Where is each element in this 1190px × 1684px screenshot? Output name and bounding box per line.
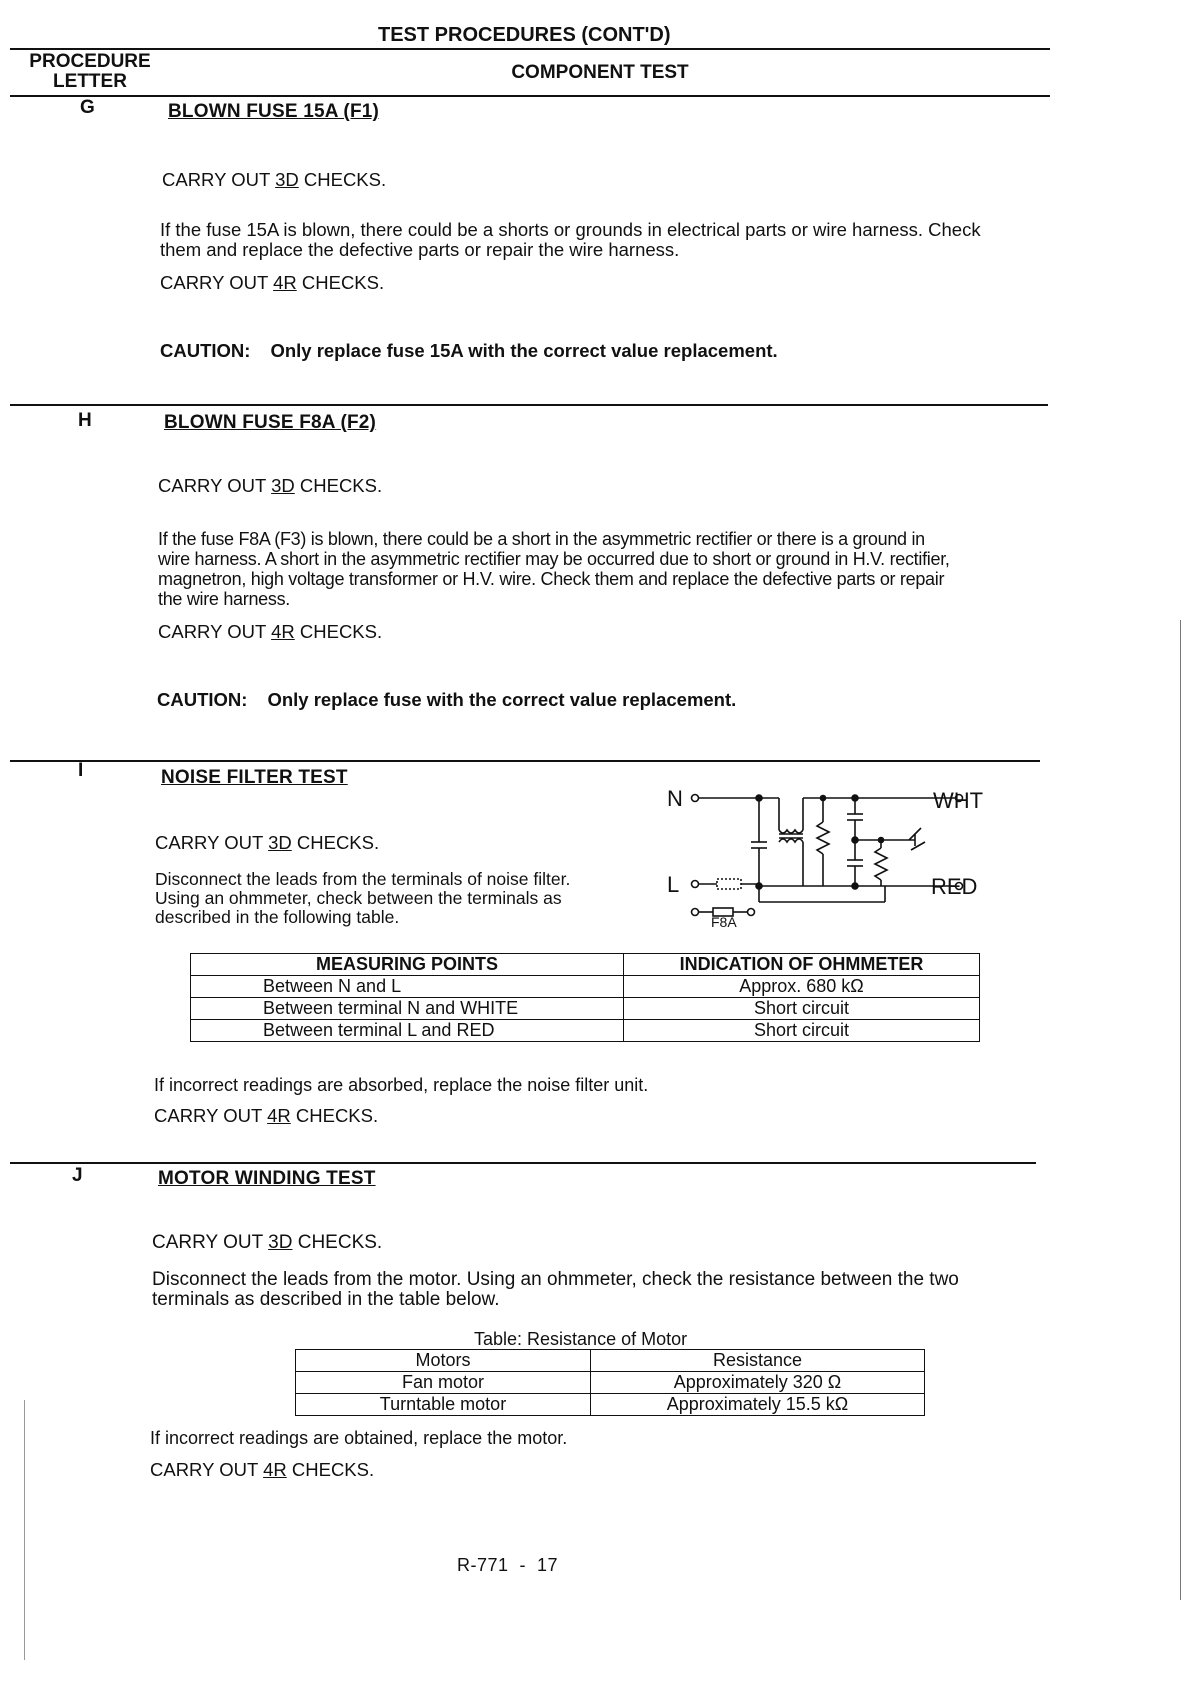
section-g-letter: G bbox=[80, 97, 95, 118]
carry-out-prefix: CARRY OUT bbox=[162, 169, 276, 190]
section-j-paragraph bbox=[152, 1270, 1052, 1310]
table-row bbox=[296, 1394, 925, 1416]
page-title: TEST PROCEDURES (CONT'D) bbox=[378, 24, 671, 46]
section-i-result: If incorrect readings are absorbed, replace the noise filter unit. bbox=[154, 1075, 649, 1095]
carry-out-prefix: CARRY OUT bbox=[158, 621, 272, 642]
carry-out-suffix: CHECKS. bbox=[291, 832, 380, 853]
caution-text: Only replace fuse 15A with the correct value replacement. bbox=[270, 340, 778, 361]
section-h-carry-out-4r bbox=[158, 622, 382, 642]
indication-cell: Short circuit bbox=[624, 998, 980, 1020]
carry-out-prefix: CARRY OUT bbox=[158, 475, 272, 496]
check-code-4r: 4R bbox=[273, 272, 297, 293]
section-h-letter: H bbox=[78, 410, 92, 431]
col-resistance: Resistance bbox=[591, 1350, 925, 1372]
scan-margin-line bbox=[1180, 620, 1181, 1600]
section-j-carry-out-3d bbox=[152, 1233, 382, 1253]
page-number: R-771 - 17 bbox=[457, 1555, 559, 1575]
check-code-3d: 3D bbox=[268, 832, 292, 853]
section-i-title: NOISE FILTER TEST bbox=[161, 767, 348, 788]
motor-table-caption: Table: Resistance of Motor bbox=[474, 1329, 688, 1349]
terminal-l-label: L bbox=[667, 872, 680, 897]
section-h-paragraph bbox=[158, 529, 1058, 609]
motor-resistance-table bbox=[295, 1349, 925, 1416]
procedure-letter-heading bbox=[20, 52, 160, 92]
component-test-heading: COMPONENT TEST bbox=[511, 62, 689, 83]
carry-out-prefix: CARRY OUT bbox=[154, 1105, 268, 1126]
check-code-4r: 4R bbox=[267, 1105, 291, 1126]
header-top-rule bbox=[10, 48, 1050, 50]
schematic-wiring bbox=[692, 795, 963, 917]
carry-out-prefix: CARRY OUT bbox=[155, 832, 269, 853]
col-measuring-points: MEASURING POINTS bbox=[191, 954, 624, 976]
check-code-3d: 3D bbox=[271, 475, 295, 496]
section-h-caution bbox=[157, 689, 736, 711]
paragraph-line: them and replace the defective parts or repair the wire harness. bbox=[160, 239, 680, 260]
caution-label: CAUTION: bbox=[160, 340, 251, 361]
section-g-caution bbox=[160, 340, 778, 362]
check-code-3d: 3D bbox=[268, 1232, 293, 1253]
terminal-n-label: N bbox=[667, 786, 683, 811]
carry-out-suffix: CHECKS. bbox=[296, 272, 385, 293]
section-j-carry-out-4r bbox=[150, 1460, 374, 1480]
carry-out-suffix: CHECKS. bbox=[292, 1232, 383, 1253]
table-header-row bbox=[296, 1350, 925, 1372]
paragraph-line: the wire harness. bbox=[158, 589, 290, 609]
section-g-carry-out-3d bbox=[162, 170, 386, 190]
resistance-cell: Approximately 320 Ω bbox=[591, 1372, 925, 1394]
section-j-letter: J bbox=[72, 1165, 83, 1186]
section-i-paragraph bbox=[155, 870, 615, 927]
paragraph-line: Disconnect the leads from the motor. Using an ohmmeter, check the resistance between the two bbox=[152, 1269, 959, 1290]
measuring-point-cell: Between N and L bbox=[191, 976, 624, 998]
section-i-rule bbox=[10, 760, 1040, 762]
paragraph-line: If the fuse F8A (F3) is blown, there could be a short in the asymmetric rectifier or there is a ground in bbox=[158, 529, 925, 549]
noise-filter-schematic bbox=[655, 780, 1015, 945]
check-code-4r: 4R bbox=[271, 621, 295, 642]
procedure-letter-line2: LETTER bbox=[53, 71, 127, 92]
paragraph-line: magnetron, high voltage transformer or H.V. wire. Check them and replace the defective parts or repair bbox=[158, 569, 945, 589]
carry-out-prefix: CARRY OUT bbox=[150, 1459, 264, 1480]
section-h-rule bbox=[10, 404, 1048, 406]
terminal-wht-label: WHT bbox=[933, 788, 984, 813]
measuring-point-cell: Between terminal L and RED bbox=[191, 1020, 624, 1042]
table-row bbox=[191, 976, 980, 998]
section-j-title: MOTOR WINDING TEST bbox=[158, 1168, 376, 1189]
table-row bbox=[191, 998, 980, 1020]
motor-cell: Turntable motor bbox=[296, 1394, 591, 1416]
carry-out-prefix: CARRY OUT bbox=[152, 1232, 269, 1253]
section-i-carry-out-3d bbox=[155, 833, 379, 853]
carry-out-prefix: CARRY OUT bbox=[160, 272, 274, 293]
section-g-paragraph bbox=[160, 220, 1060, 260]
col-indication: INDICATION OF OHMMETER bbox=[624, 954, 980, 976]
fuse-label: F8A bbox=[711, 914, 737, 930]
check-code-3d: 3D bbox=[275, 169, 299, 190]
header-bottom-rule bbox=[10, 95, 1050, 97]
paragraph-line: terminals as described in the table below. bbox=[152, 1289, 500, 1310]
table-row bbox=[296, 1372, 925, 1394]
caution-label: CAUTION: bbox=[157, 689, 248, 710]
motor-cell: Fan motor bbox=[296, 1372, 591, 1394]
noise-filter-table bbox=[190, 953, 980, 1042]
indication-cell: Short circuit bbox=[624, 1020, 980, 1042]
check-code-4r: 4R bbox=[263, 1459, 287, 1480]
carry-out-suffix: CHECKS. bbox=[294, 621, 383, 642]
paragraph-line: Using an ohmmeter, check between the terminals as bbox=[155, 888, 562, 908]
paragraph-line: Disconnect the leads from the terminals of noise filter. bbox=[155, 869, 571, 889]
section-j-rule bbox=[10, 1162, 1036, 1164]
section-h-title: BLOWN FUSE F8A (F2) bbox=[164, 412, 377, 433]
paragraph-line: described in the following table. bbox=[155, 907, 400, 927]
carry-out-suffix: CHECKS. bbox=[290, 1105, 379, 1126]
scan-margin-line bbox=[24, 1400, 25, 1660]
measuring-point-cell: Between terminal N and WHITE bbox=[191, 998, 624, 1020]
carry-out-suffix: CHECKS. bbox=[294, 475, 383, 496]
caution-text: Only replace fuse with the correct value replacement. bbox=[267, 689, 737, 710]
section-g-carry-out-4r bbox=[160, 273, 384, 293]
section-g-title: BLOWN FUSE 15A (F1) bbox=[168, 101, 380, 122]
table-row bbox=[191, 1020, 980, 1042]
carry-out-suffix: CHECKS. bbox=[286, 1459, 375, 1480]
section-j-result: If incorrect readings are obtained, replace the motor. bbox=[150, 1428, 568, 1448]
terminal-red-label: RED bbox=[931, 874, 978, 899]
section-i-carry-out-4r bbox=[154, 1106, 378, 1126]
section-i-letter: I bbox=[78, 760, 84, 781]
col-motors: Motors bbox=[296, 1350, 591, 1372]
procedure-letter-line1: PROCEDURE bbox=[29, 51, 151, 72]
table-header-row bbox=[191, 954, 980, 976]
carry-out-suffix: CHECKS. bbox=[298, 169, 387, 190]
indication-cell: Approx. 680 kΩ bbox=[624, 976, 980, 998]
paragraph-line: If the fuse 15A is blown, there could be a shorts or grounds in electrical parts or wire harness. Check bbox=[160, 219, 981, 240]
resistance-cell: Approximately 15.5 kΩ bbox=[591, 1394, 925, 1416]
paragraph-line: wire harness. A short in the asymmetric rectifier may be occurred due to short or ground in H.V. rectifier, bbox=[158, 549, 950, 569]
section-h-carry-out-3d bbox=[158, 476, 382, 496]
